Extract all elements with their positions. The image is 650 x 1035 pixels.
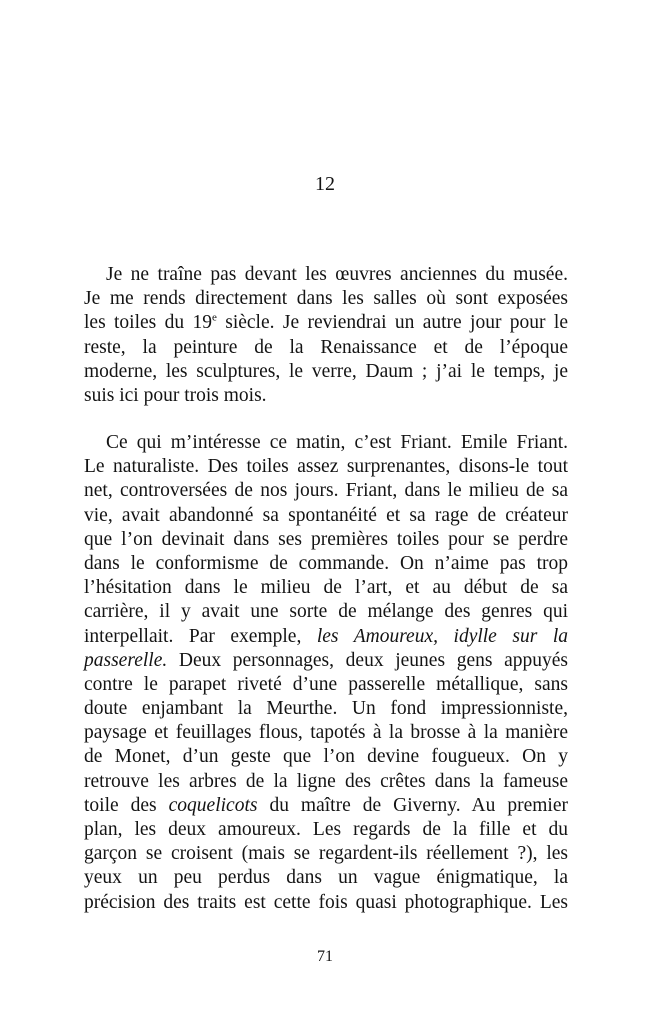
text-line: plan, les deux amoureux. Les regards de la fille et du (84, 819, 568, 840)
text-line: Ce qui m’intéresse ce matin, c’est Friant. Emile Friant. (106, 432, 568, 453)
text-line: yeux un peu perdus dans un vague énigmatique, la (84, 867, 568, 889)
paragraph-1 (84, 263, 568, 408)
chapter-number: 12 (315, 173, 335, 195)
page-number: 71 (317, 948, 333, 965)
text-line: carrière, il y avait une sorte de mélange des genres qui (84, 601, 568, 623)
text-fragment: siècle. Je reviendrai un autre jour pour le (216, 312, 568, 334)
text-line: Le naturaliste. Des toiles assez surprenantes, disons-le tout (84, 456, 568, 478)
text-line: Je me rends directement dans les salles où sont exposées (84, 288, 568, 310)
italic-title: passerelle. (84, 649, 168, 671)
text-line: reste, la peinture de la Renaissance et de l’époque (84, 336, 568, 358)
text-line: de Monet, d’un geste que l’on devine fougueux. On y (84, 746, 568, 768)
text-fragment: du maître de Giverny. Au premier (257, 794, 569, 816)
text-line: l’hésitation dans le milieu de l’art, et au début de sa (84, 577, 568, 599)
text-line: retrouve les arbres de la ligne des crêtes dans la fameuse (84, 770, 568, 792)
text-line: garçon se croisent (mais se regardent-ils réellement ?), les (84, 843, 568, 865)
text-line: moderne, les sculptures, le verre, Daum ; j’ai le temps, je (84, 360, 568, 382)
text-line: que l’on devinait dans ses premières toiles pour se perdre (84, 528, 568, 550)
text-line: net, controversées de nos jours. Friant, dans le milieu de sa (84, 480, 568, 502)
text-fragment: interpellait. Par exemple, (84, 625, 317, 647)
text-line: vie, avait abandonné sa spontanéité et sa rage de créateur (84, 504, 568, 526)
text-line (84, 311, 568, 335)
text-fragment: toile des (84, 794, 169, 816)
text-line: suis ici pour trois mois. (84, 384, 267, 406)
text-line (84, 649, 568, 673)
superscript: e (211, 311, 217, 324)
text-line (84, 794, 568, 818)
text-line: doute enjambant la Meurthe. Un fond impressionniste, (84, 698, 568, 720)
text-line: paysage et feuillages flous, tapotés à la brosse à la manière (84, 722, 568, 744)
text-line: dans le conformisme de commande. On n’aime pas trop (84, 552, 568, 574)
italic-title: coquelicots (168, 794, 258, 816)
text-fragment: les toiles du 19 (84, 312, 212, 334)
text-line (84, 625, 568, 649)
paragraph-2 (84, 431, 568, 915)
italic-title: les Amoureux, idylle sur la (316, 625, 568, 647)
text-line: précision des traits est cette fois quasi photographique. Les (84, 891, 568, 913)
text-line: contre le parapet riveté d’une passerelle métallique, sans (84, 673, 568, 695)
text-line: Je ne traîne pas devant les œuvres anciennes du musée. (106, 264, 568, 285)
text-fragment: Deux personnages, deux jeunes gens appuyés (167, 649, 568, 671)
